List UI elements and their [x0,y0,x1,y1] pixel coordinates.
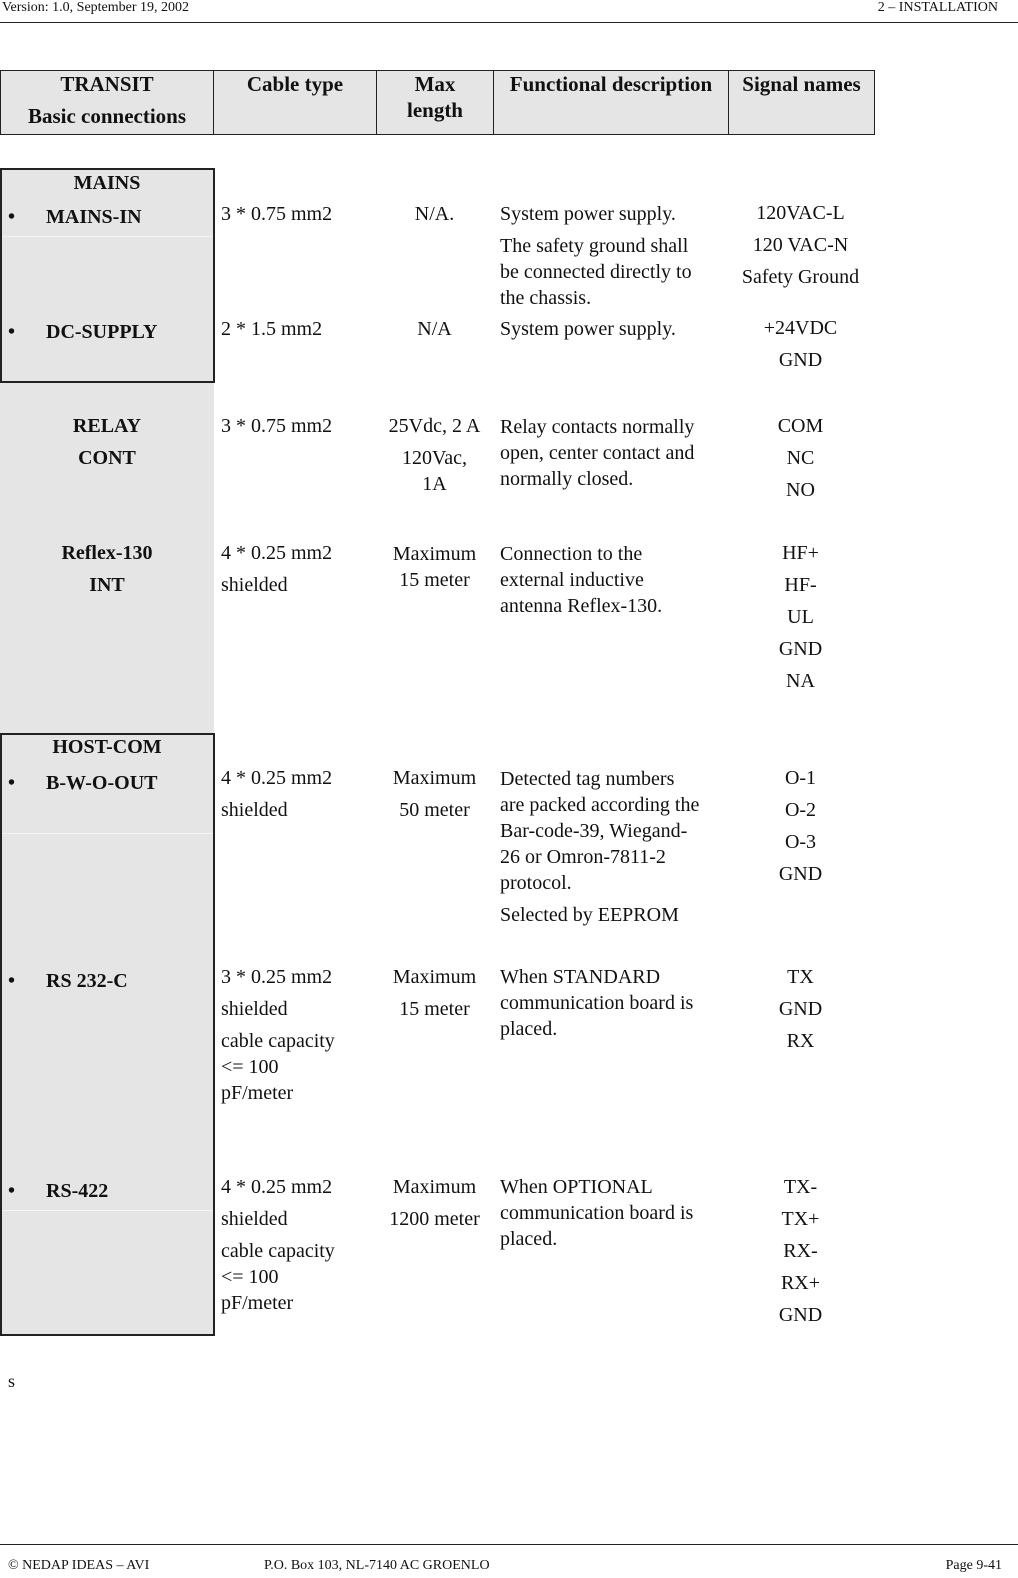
reflex-signals [728,540,873,694]
relay-cable: 3 * 0.75 mm2 [221,415,333,437]
bwo-func [500,766,728,928]
mains-in-max: N/A. [414,203,455,225]
rs422-cable3a: cable capacity [221,1240,335,1262]
bwo-func-b: are packed according the [500,794,700,816]
rs422-func-c: placed. [500,1228,558,1250]
signal-name: HF- [784,574,817,596]
mains-in-func [500,201,728,311]
dc-supply-label: DC-SUPPLY [46,321,158,343]
rs232-cable3a: cable capacity [221,1030,335,1052]
col-transit-line2: Basic connections [27,104,187,128]
rs232-max2: 15 meter [399,998,470,1020]
relay-title1: RELAY [72,415,142,437]
signal-name: 120VAC-L [756,202,845,224]
bwo-func-c: Bar-code-39, Wiegand- [500,820,688,842]
signal-name: GND [778,863,823,885]
mains-in-cable: 3 * 0.75 mm2 [221,203,333,225]
signal-name: 120 VAC-N [752,234,849,256]
signal-name: RX- [783,1240,818,1262]
reflex-max2: 15 meter [399,569,470,591]
page-header [0,0,1018,23]
bwo-func-d: 26 or Omron-7811-2 [500,846,666,868]
rs422-func-b: communication board is [500,1202,694,1224]
rs422-func-a: When OPTIONAL [500,1176,653,1198]
rs232-cable [221,964,335,1106]
rs232-cable1: 3 * 0.25 mm2 [221,966,333,988]
col-max [377,71,494,134]
rs422-max1: Maximum [392,1176,477,1198]
bullet-icon: • [8,772,16,794]
reflex-func-b: external inductive [500,569,644,591]
relay-max [376,413,493,497]
rs422-label: RS-422 [46,1180,109,1202]
rs422-cable3b: <= 100 [221,1266,279,1288]
mains-in-signals [728,200,873,290]
bwo-max [376,765,493,823]
col-transit [1,71,214,134]
rs422-max [376,1174,493,1232]
signal-name: HF+ [782,542,819,564]
footer-company: © NEDAP IDEAS – AVI [8,1558,150,1573]
bwo-max1: Maximum [392,767,477,789]
reflex-cable [221,540,332,598]
col-signals-label: Signal names [742,72,861,96]
rs232-func-b: communication board is [500,992,694,1014]
bwo-cable2: shielded [221,799,288,821]
relay-title2: CONT [78,447,136,469]
mains-in-label: MAINS-IN [46,206,142,228]
col-func-label: Functional description [509,72,713,96]
rs232-func-c: placed. [500,1018,558,1040]
rs422-cable2: shielded [221,1208,288,1230]
signal-name: O-2 [784,799,817,821]
relay-func-c: normally closed. [500,468,634,490]
rs422-signals [728,1174,873,1328]
reflex-title [0,540,214,598]
col-transit-line1: TRANSIT [60,72,154,96]
mains-in-func2a: The safety ground shall [500,235,689,257]
bwo-func-f: Selected by EEPROM [500,904,679,926]
col-max-line1: Max [414,72,456,96]
rs232-cable2: shielded [221,998,288,1020]
host-box [0,733,215,1336]
col-cable-label: Cable type [246,72,344,96]
reflex-func [500,541,728,619]
bullet-icon: • [8,1180,16,1202]
signal-name: GND [778,998,823,1020]
stray-text: s [8,1371,16,1391]
bullet-icon: • [8,970,16,992]
rs232-func-a: When STANDARD [500,966,661,988]
column-header-table [0,70,875,135]
relay-max2a: 120Vac, [402,447,467,469]
rs232-max1: Maximum [392,966,477,988]
bullet-icon: • [8,321,16,343]
dc-supply-signals [728,315,873,373]
signal-name: +24VDC [763,317,838,339]
signal-name: GND [778,349,823,371]
relay-func-b: open, center contact and [500,442,695,464]
bwo-cable [221,765,332,823]
bwo-func-e: protocol. [500,872,572,894]
dc-supply-cable: 2 * 1.5 mm2 [221,318,323,340]
reflex-title1: Reflex-130 [61,542,153,564]
bwo-func-a: Detected tag numbers [500,768,675,790]
signal-name: UL [787,606,814,628]
rs232-func [500,964,728,1042]
mains-box [0,168,215,383]
rs232-cable3b: <= 100 [221,1056,279,1078]
relay-func-a: Relay contacts normally [500,416,695,438]
relay-signals [728,413,873,503]
rs422-cable [221,1174,335,1316]
mains-in-func2b: be connected directly to [500,261,692,283]
signal-name: O-3 [784,831,817,853]
col-func [494,71,729,134]
mains-in-func2c: the chassis. [500,287,592,309]
rs422-func [500,1174,728,1252]
reflex-title2: INT [89,574,125,596]
header-version: Version: 1.0, September 19, 2002 [2,0,190,15]
bwo-cable1: 4 * 0.25 mm2 [221,767,333,789]
signal-name: GND [778,638,823,660]
rs232-cable3c: pF/meter [221,1082,294,1104]
footer-page: Page 9-41 [945,1558,1002,1573]
reflex-func-c: antenna Reflex-130. [500,595,663,617]
relay-max2b: 1A [422,473,447,495]
reflex-max1: Maximum [392,543,477,565]
reflex-func-a: Connection to the [500,543,643,565]
signal-name: NC [786,447,815,469]
rs232-signals [728,964,873,1054]
bullet-icon: • [8,206,16,228]
col-max-line2: length [406,98,463,122]
divider [2,1210,213,1211]
rs422-cable1: 4 * 0.25 mm2 [221,1176,333,1198]
signal-name: TX [787,966,814,988]
reflex-max [376,541,493,593]
mains-in-func1: System power supply. [500,203,676,225]
col-cable [214,71,377,134]
mains-title: MAINS [73,172,141,194]
header-chapter: 2 – INSTALLATION [877,0,998,15]
relay-title [0,413,214,471]
col-signals [729,71,874,134]
bwo-signals [728,765,873,887]
rs232-max [376,964,493,1022]
reflex-cable2: shielded [221,574,288,596]
signal-name: RX [786,1030,815,1052]
signal-name: O-1 [784,767,817,789]
signal-name: NA [786,670,815,692]
divider [2,833,213,834]
signal-name: TX- [783,1176,818,1198]
signal-name: COM [777,415,824,437]
divider [2,236,213,237]
signal-name: Safety Ground [741,266,860,288]
relay-func [500,414,728,492]
bwo-max2: 50 meter [399,799,470,821]
signal-name: GND [778,1304,823,1326]
page-footer [0,1544,1018,1578]
dc-supply-func: System power supply. [500,318,676,340]
rs422-cable3c: pF/meter [221,1292,294,1314]
bwo-label: B-W-O-OUT [46,772,158,794]
host-title: HOST-COM [52,736,162,758]
rs422-max2: 1200 meter [389,1208,480,1230]
footer-address: P.O. Box 103, NL-7140 AC GROENLO [264,1558,490,1573]
relay-max1: 25Vdc, 2 A [388,415,481,437]
rs232-label: RS 232-C [46,970,128,992]
dc-supply-max: N/A [417,318,452,340]
signal-name: RX+ [780,1272,821,1294]
reflex-cable1: 4 * 0.25 mm2 [221,542,333,564]
signal-name: NO [786,479,815,501]
signal-name: TX+ [781,1208,820,1230]
